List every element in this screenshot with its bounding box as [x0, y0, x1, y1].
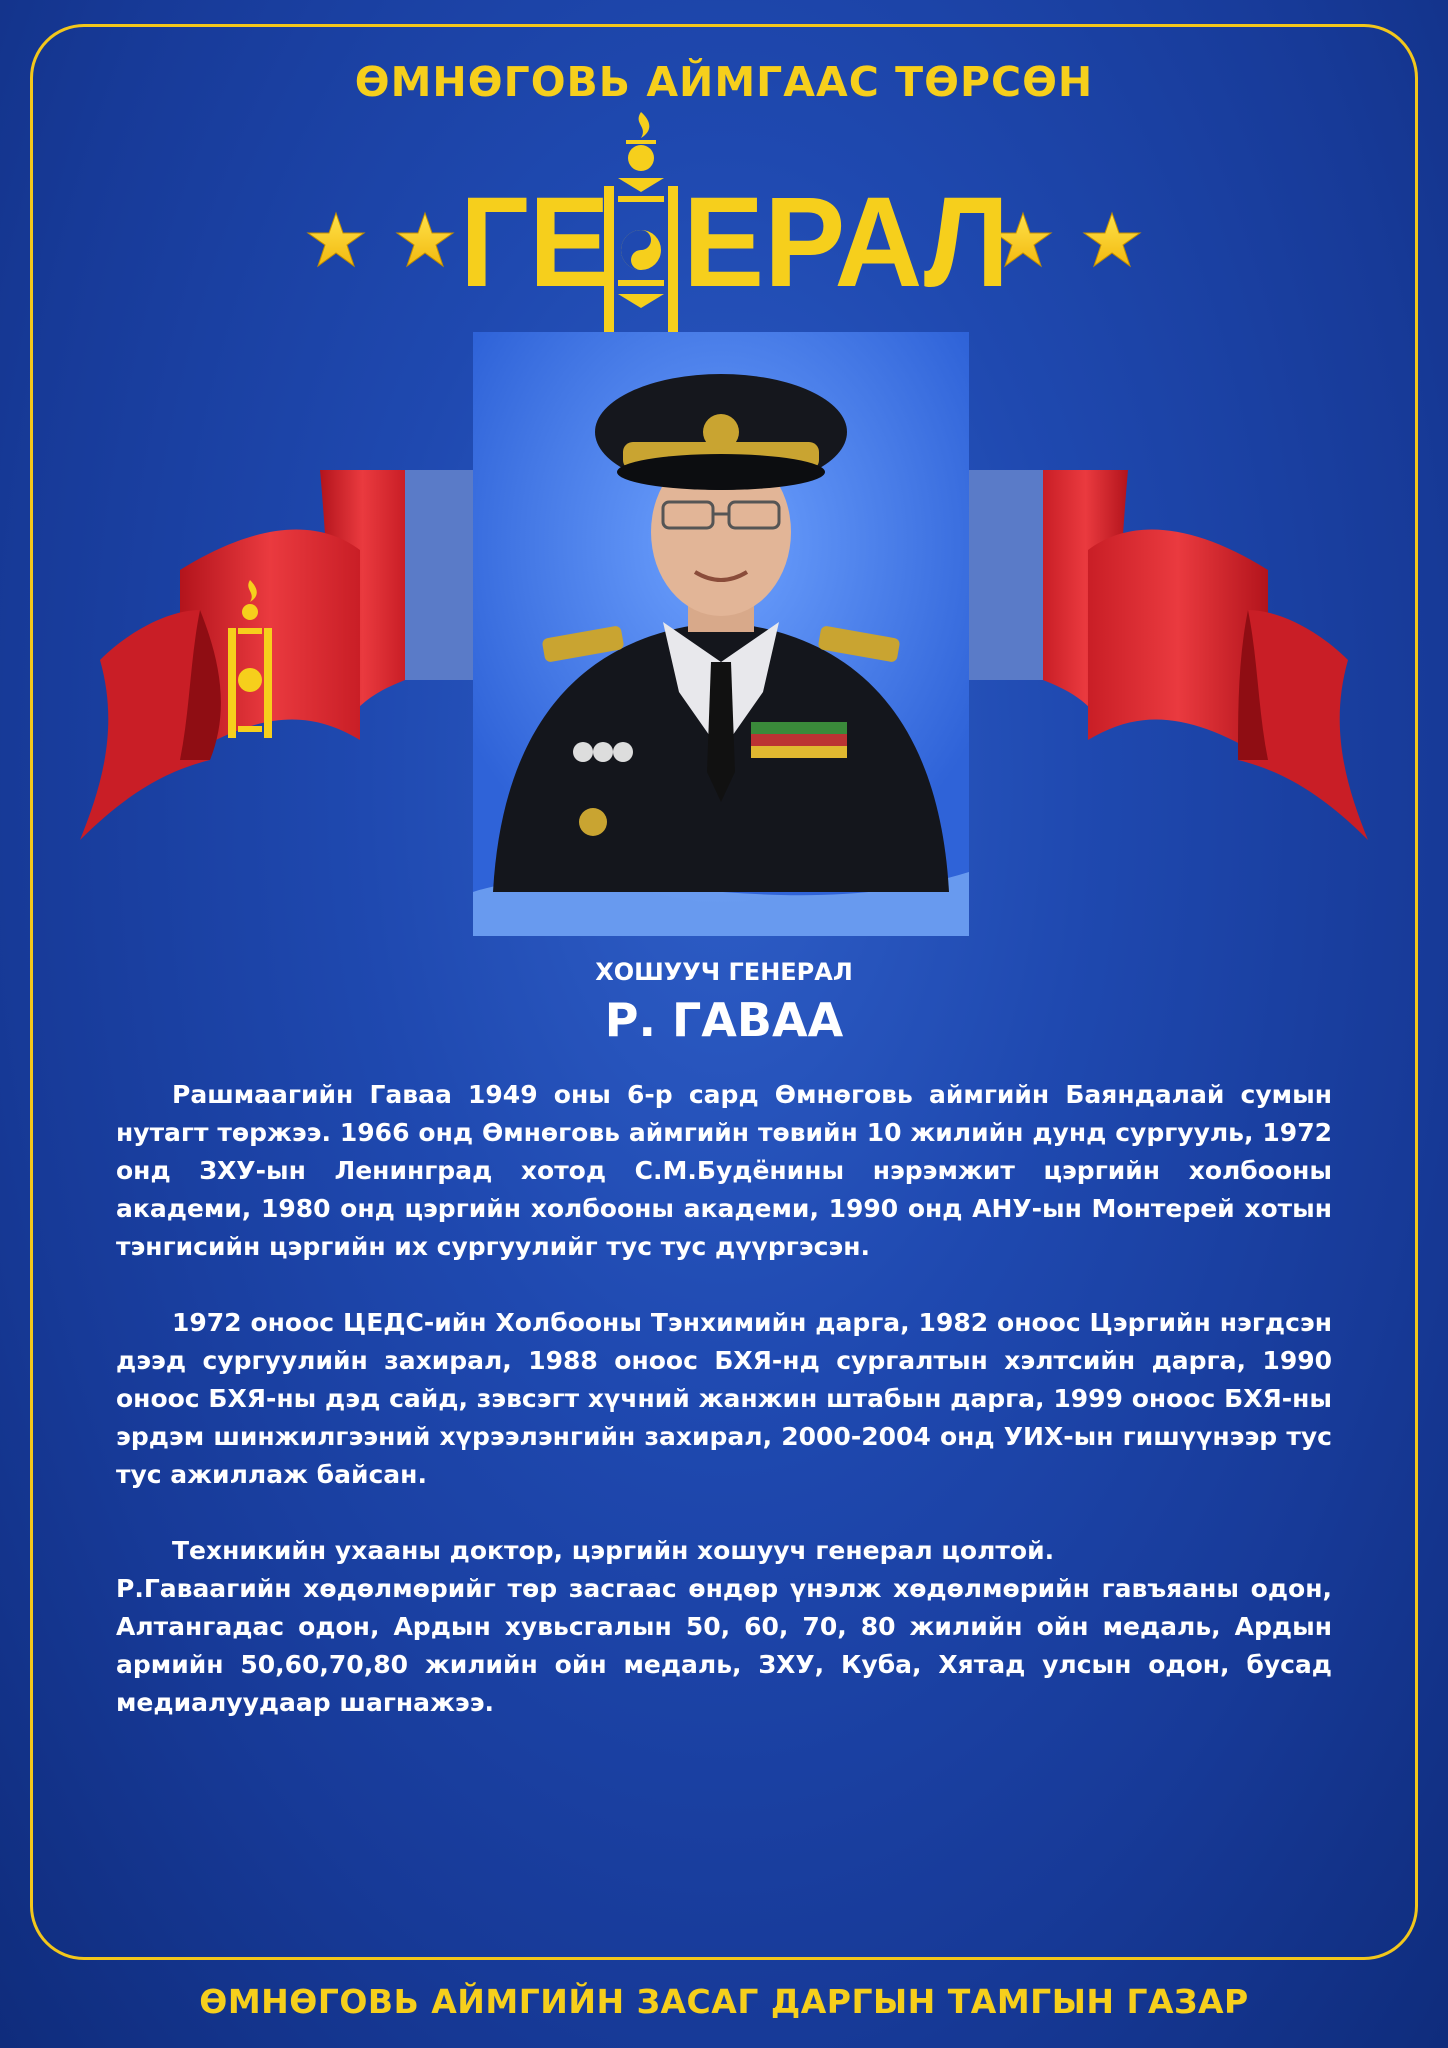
bio-line: Техникийн ухааны доктор, цэргийн хошууч генерал цолтой.: [172, 1536, 1055, 1565]
biography: [116, 1076, 1332, 1722]
mongolian-flag-ribbon-right: [968, 460, 1388, 840]
general-name: Р. ГАВАА: [604, 993, 844, 1047]
footer-organization: ӨМНӨГОВЬ АЙМГИЙН ЗАСАГ ДАРГЫН ТАМГЫН ГАЗАР: [199, 1982, 1249, 2021]
headline-title: [0, 171, 1448, 314]
header-subtitle: ӨМНӨГОВЬ АЙМГААС ТӨРСӨН: [354, 58, 1094, 106]
headline-right: ЕРАЛ: [683, 171, 1010, 314]
bio-line: Р.Гаваагийн хөдөлмөрийг төр засгаас өндөр үнэлж хөдөлмөрийн гавъяаны одон, Алтангадас одон, Ардын хувьсгалын 50, 60, 70, 80 жилийн ойн медаль, Ардын армийн 50,60,70,80 жилийн ойн медаль, ЗХУ, Куба, Хятад улсын одон, бусад медиалуудаар шагнажээ.: [116, 1574, 1332, 1717]
bio-paragraph: Рашмаагийн Гаваа 1949 оны 6-р сард Өмнөговь аймгийн Баяндалай сумын нутагт төржээ. 1966 онд Өмнөговь аймгийн төвийн 10 жилийн дунд сургууль, 1972 онд ЗХУ-ын Ленинград хотод С.М.Будёнины нэрэмжит цэргийн холбооны академи, 1980 онд цэргийн холбооны академи, 1990 онд АНУ-ын Монтерей хотын тэнгисийн цэргийн их сургуулийг тус тус дүүргэсэн.: [116, 1080, 1332, 1261]
mongolian-flag-ribbon-left: [60, 460, 480, 840]
bio-paragraph-awards: [116, 1532, 1332, 1722]
general-portrait-photo: [473, 332, 969, 936]
bio-paragraph: 1972 оноос ЦЕДС-ийн Холбооны Тэнхимийн дарга, 1982 оноос Цэргийн нэгдсэн дээд сургуулийн захирал, 1988 оноос БХЯ-нд сургалтын хэлтсийн дарга, 1990 оноос БХЯ-ны дэд сайд, зэвсэгт хүчний жанжин штабын дарга, 1999 оноос БХЯ-ны эрдэм шинжилгээний хүрээлэнгийн захирал, 2000-2004 онд УИХ-ын гишүүнээр тус тус ажиллаж байсан.: [116, 1308, 1332, 1489]
headline-left: ГЕ: [459, 171, 610, 314]
general-rank: ХОШУУЧ ГЕНЕРАЛ: [595, 958, 853, 986]
